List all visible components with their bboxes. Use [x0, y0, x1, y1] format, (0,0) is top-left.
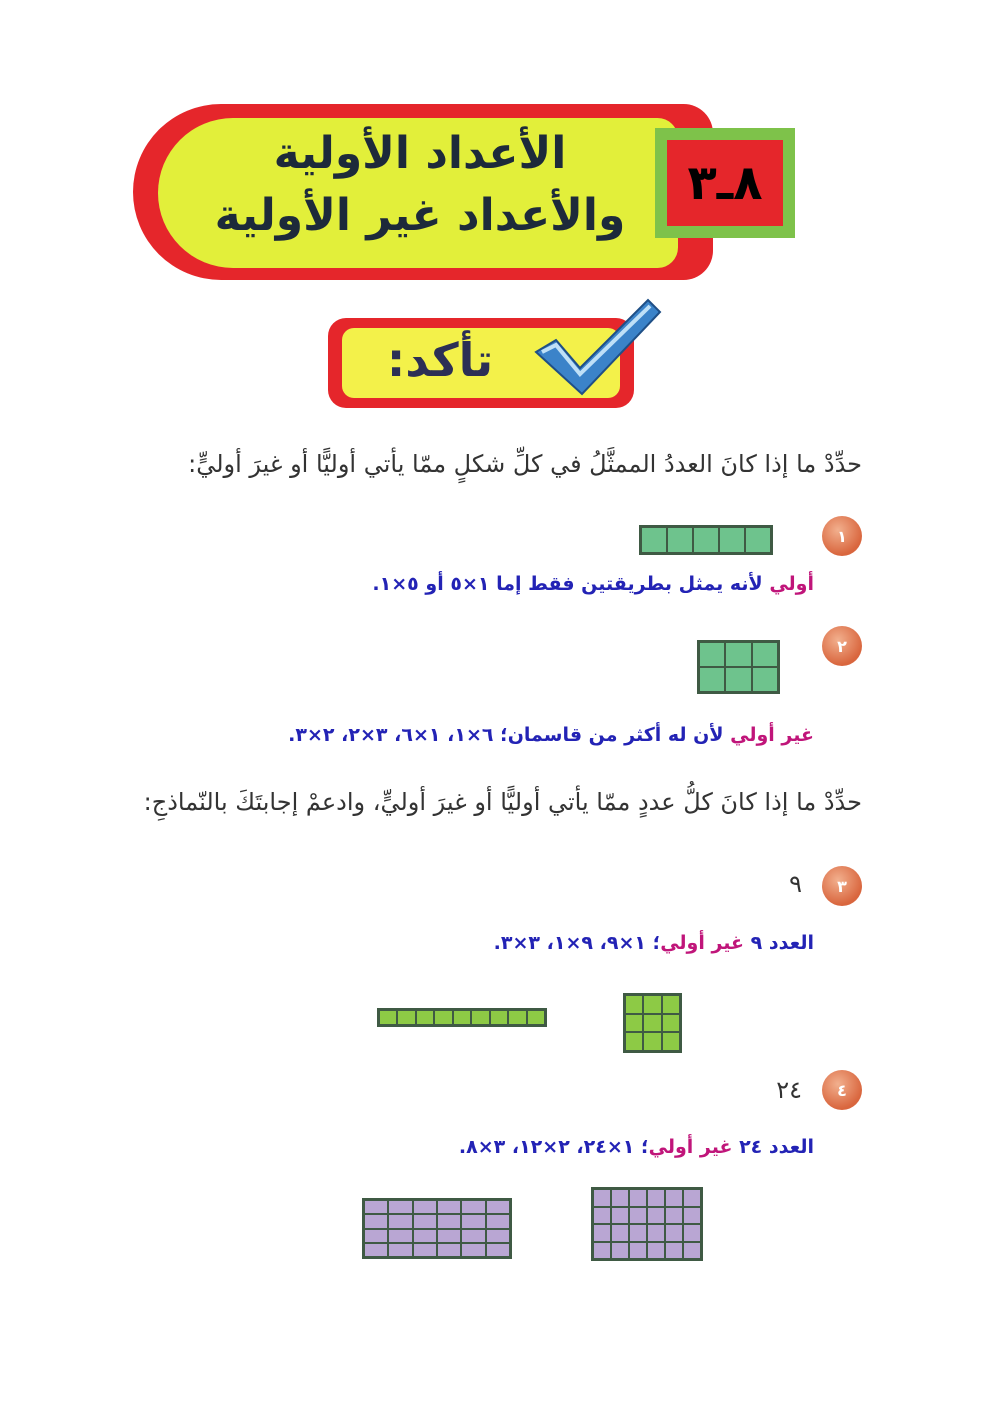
item4-answer	[459, 1136, 814, 1158]
item4-answer-text: ؛ ١×٢٤، ٢×١٢، ٣×٨.	[458, 1136, 649, 1158]
item3-answer-prefix: العدد ٩	[744, 932, 814, 954]
check-banner-label: تأكد:	[386, 333, 494, 387]
item4-answer-keyword: غير أولي	[648, 1136, 733, 1158]
item3-grid-model-1x9	[377, 1008, 547, 1027]
item4-answer-prefix: العدد ٢٤	[732, 1136, 814, 1158]
section1-instruction: حدِّدْ ما إذا كانَ العددُ الممثَّلُ في كلِّ شكلٍ ممّا يأتي أوليًّا أو غيرَ أوليٍّ:	[188, 450, 862, 478]
section2-instruction: حدِّدْ ما إذا كانَ كلُّ عددٍ ممّا يأتي أوليًّا أو غيرَ أوليٍّ، وادعمْ إجابتَكَ بالنّماذجِ:	[143, 788, 862, 816]
title-line-2: والأعداد غير الأولية	[214, 190, 626, 241]
item2-answer	[288, 724, 814, 746]
item3-answer	[494, 932, 814, 954]
item4-value: ٢٤	[776, 1076, 802, 1104]
item2-answer-keyword: غير أولي	[730, 724, 814, 746]
item1-answer-keyword: أولي	[769, 573, 814, 595]
item1-grid-model	[639, 525, 773, 555]
item2-grid-model	[697, 640, 780, 694]
item3-answer-text: ؛ ١×٩، ٩×١، ٣×٣.	[493, 932, 661, 954]
item4-grid-model-6x4	[591, 1187, 703, 1261]
checkmark-icon	[528, 290, 668, 405]
item2-number-badge: ٢	[822, 626, 862, 666]
item1-answer	[372, 573, 814, 595]
lesson-number: ٨ـ٣	[667, 140, 783, 226]
title-line-1: الأعداد الأولية	[273, 128, 567, 179]
item1-number-badge: ١	[822, 516, 862, 556]
item3-number-badge: ٣	[822, 866, 862, 906]
item3-grid-model-3x3	[623, 993, 682, 1053]
item2-answer-text: لأن له أكثر من قاسمان؛ ٦×١، ١×٦، ٣×٢، ٢×٣.	[288, 724, 731, 746]
item3-value: ٩	[789, 870, 802, 898]
item4-grid-model-4x6	[362, 1198, 512, 1259]
item3-answer-keyword: غير أولي	[660, 932, 745, 954]
item1-answer-text: لأنه يمثل بطريقتين فقط إما ١×٥ أو ٥×١.	[372, 573, 770, 595]
item4-number-badge: ٤	[822, 1070, 862, 1110]
